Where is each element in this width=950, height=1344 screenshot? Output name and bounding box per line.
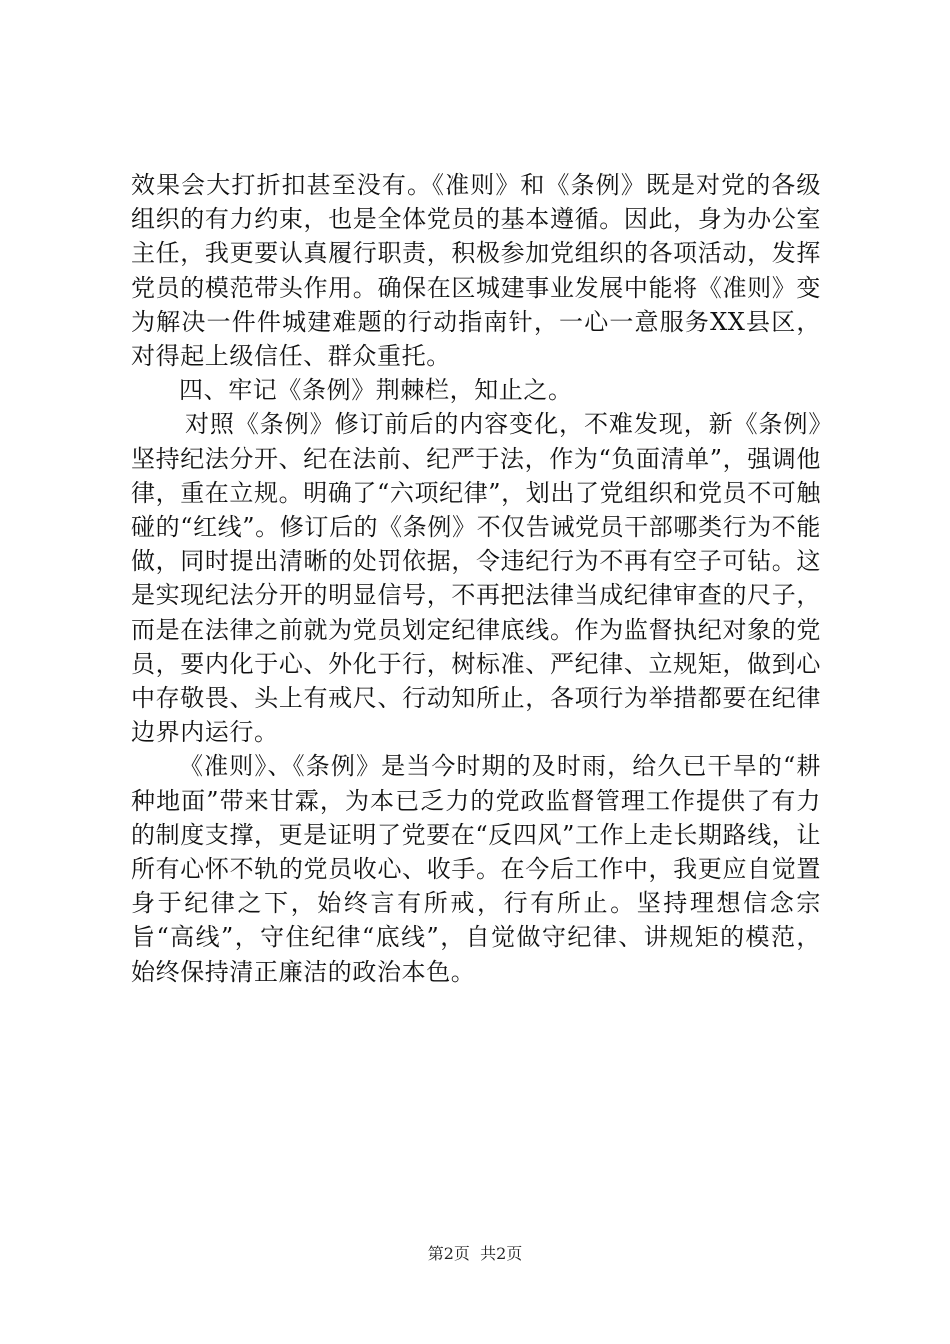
paragraph-continuation: 效果会大打折扣甚至没有。《准则》和《条例》既是对党的各级组织的有力约束，也是全体党员的基本遵循。因此，身为办公室主任，我更要认真履行职责，积极参加党组织的各项活动，发挥党员的模范带头作用。确保在区城建事业发展中能将《准则》变为解决一件件城建难题的行动指南针，一心一意服务XX县区，对得起上级信任、群众重托。 [131, 171, 821, 371]
section-heading-four: 四、牢记《条例》荆棘栏，知止之。 [179, 376, 573, 405]
document-body [131, 168, 821, 989]
page-footer [0, 1244, 950, 1264]
paragraph-regulation: 对照《条例》修订前后的内容变化，不难发现，新《条例》坚持纪法分开、纪在法前、纪严于法，作为“负面清单”，强调他律，重在立规。明确了“六项纪律”，划出了党组织和党员不可触碰的“红线”。修订后的《条例》不仅告诫党员干部哪类行为不能做，同时提出清晰的处罚依据，令违纪行为不再有空子可钻。这是实现纪法分开的明显信号，不再把法律当成纪律审查的尺子，而是在法律之前就为党员划定纪律底线。作为监督执纪对象的党员，要内化于心、外化于行，树标准、严纪律、立规矩，做到心中存敬畏、头上有戒尺、行动知所止，各项行为举措都要在纪律边界内运行。 [131, 410, 821, 747]
page-number-label: 第2页 共2页 [427, 1244, 523, 1263]
paragraph-conclusion: 《准则》、《条例》是当今时期的及时雨，给久已干旱的“耕种地面”带来甘霖，为本已乏力的党政监督管理工作提供了有力的制度支撑，更是证明了党要在“反四风”工作上走长期路线，让所有心怀不轨的党员收心、收手。在今后工作中，我更应自觉置身于纪律之下，始终言有所戒，行有所止。坚持理想信念宗旨“高线”，守住纪律“底线”，自觉做守纪律、讲规矩的模范，始终保持清正廉洁的政治本色。 [131, 752, 821, 986]
